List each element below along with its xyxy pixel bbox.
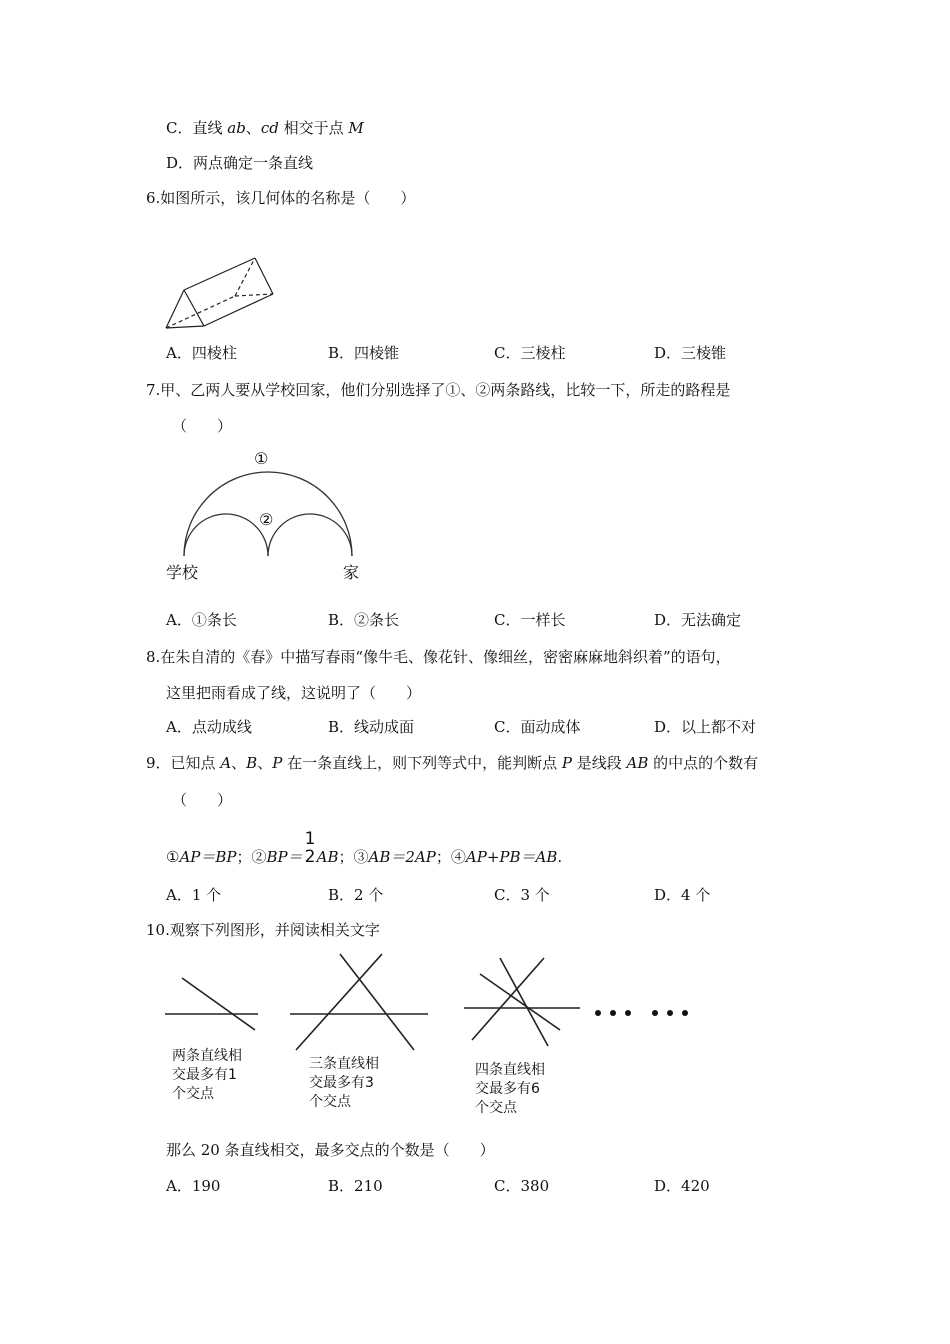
q8-option-a[interactable]: A．点动成线 bbox=[166, 718, 252, 736]
q7-option-d[interactable]: D．无法确定 bbox=[654, 611, 742, 629]
one-half-fraction: 1 2 bbox=[304, 829, 316, 867]
ellipsis-dots bbox=[595, 1010, 688, 1016]
q8-option-b[interactable]: B．线动成面 bbox=[328, 718, 415, 736]
caption-two-lines: 两条直线相 交最多有1 个交点 bbox=[172, 1048, 242, 1102]
ellipsis-text bbox=[594, 1004, 598, 1024]
caption-four-lines: 四条直线相 交最多有6 个交点 bbox=[475, 1062, 545, 1116]
q8-option-c[interactable]: C．面动成体 bbox=[494, 718, 581, 736]
q7-stem: 7.甲、乙两人要从学校回家，他们分别选择了①、②两条路线，比较一下，所走的路程是 bbox=[146, 381, 731, 399]
q7-answer-paren: （ ） bbox=[172, 417, 233, 435]
q9-option-b[interactable]: B．2 个 bbox=[328, 886, 384, 904]
home-label: 家 bbox=[343, 563, 360, 582]
q6-stem: 6.如图所示，该几何体的名称是（ ） bbox=[146, 189, 416, 207]
q7-option-a[interactable]: A．①条长 bbox=[166, 611, 237, 629]
q10-stem-2: 那么 20 条直线相交，最多交点的个数是（ ） bbox=[166, 1141, 495, 1159]
q10-stem: 10.观察下列图形，并阅读相关文字 bbox=[146, 921, 380, 939]
q10-option-d[interactable]: D．420 bbox=[654, 1177, 710, 1195]
q10-option-a[interactable]: A．190 bbox=[166, 1177, 221, 1195]
q9-option-a[interactable]: A．1 个 bbox=[166, 886, 222, 904]
q8-stem: 8.在朱自清的《春》中描写春雨“像牛毛、像花针、像细丝，密密麻麻地斜织着”的语句， bbox=[146, 648, 731, 666]
q6-option-c[interactable]: C．三棱柱 bbox=[494, 344, 566, 362]
q8-stem-2: 这里把雨看成了线，这说明了（ ） bbox=[166, 684, 422, 702]
q9-stem: 9．已知点 A、B、P 在一条直线上，则下列等式中，能判断点 P 是线段 AB 的中点的个数有 bbox=[146, 754, 759, 772]
route-1-label: ① bbox=[254, 449, 269, 468]
q9-statements: ①AP＝BP；②BP＝ 1 2 AB；③AB＝2AP；④AP+PB＝AB. bbox=[166, 829, 563, 867]
q6-option-d[interactable]: D．三棱锥 bbox=[654, 344, 727, 362]
q5-option-d[interactable]: D．两点确定一条直线 bbox=[166, 154, 314, 172]
caption-three-lines: 三条直线相 交最多有3 个交点 bbox=[309, 1056, 379, 1110]
q10-option-c[interactable]: C．380 bbox=[494, 1177, 550, 1195]
intersecting-lines-figure bbox=[160, 950, 700, 1030]
school-label: 学校 bbox=[166, 563, 199, 582]
routes-figure bbox=[176, 458, 360, 560]
q9-answer-paren: （ ） bbox=[172, 791, 233, 809]
q7-option-c[interactable]: C．一样长 bbox=[494, 611, 566, 629]
q8-option-d[interactable]: D．以上都不对 bbox=[654, 718, 757, 736]
triangular-prism-figure bbox=[160, 250, 280, 332]
route-2-label: ② bbox=[259, 510, 274, 529]
q9-option-d[interactable]: D．4 个 bbox=[654, 886, 711, 904]
q9-option-c[interactable]: C．3 个 bbox=[494, 886, 550, 904]
q6-option-b[interactable]: B．四棱锥 bbox=[328, 344, 400, 362]
q10-option-b[interactable]: B．210 bbox=[328, 1177, 383, 1195]
q5-option-c[interactable]: C．直线 ab、cd 相交于点 M bbox=[166, 119, 364, 137]
q7-option-b[interactable]: B．②条长 bbox=[328, 611, 400, 629]
q6-option-a[interactable]: A．四棱柱 bbox=[166, 344, 237, 362]
